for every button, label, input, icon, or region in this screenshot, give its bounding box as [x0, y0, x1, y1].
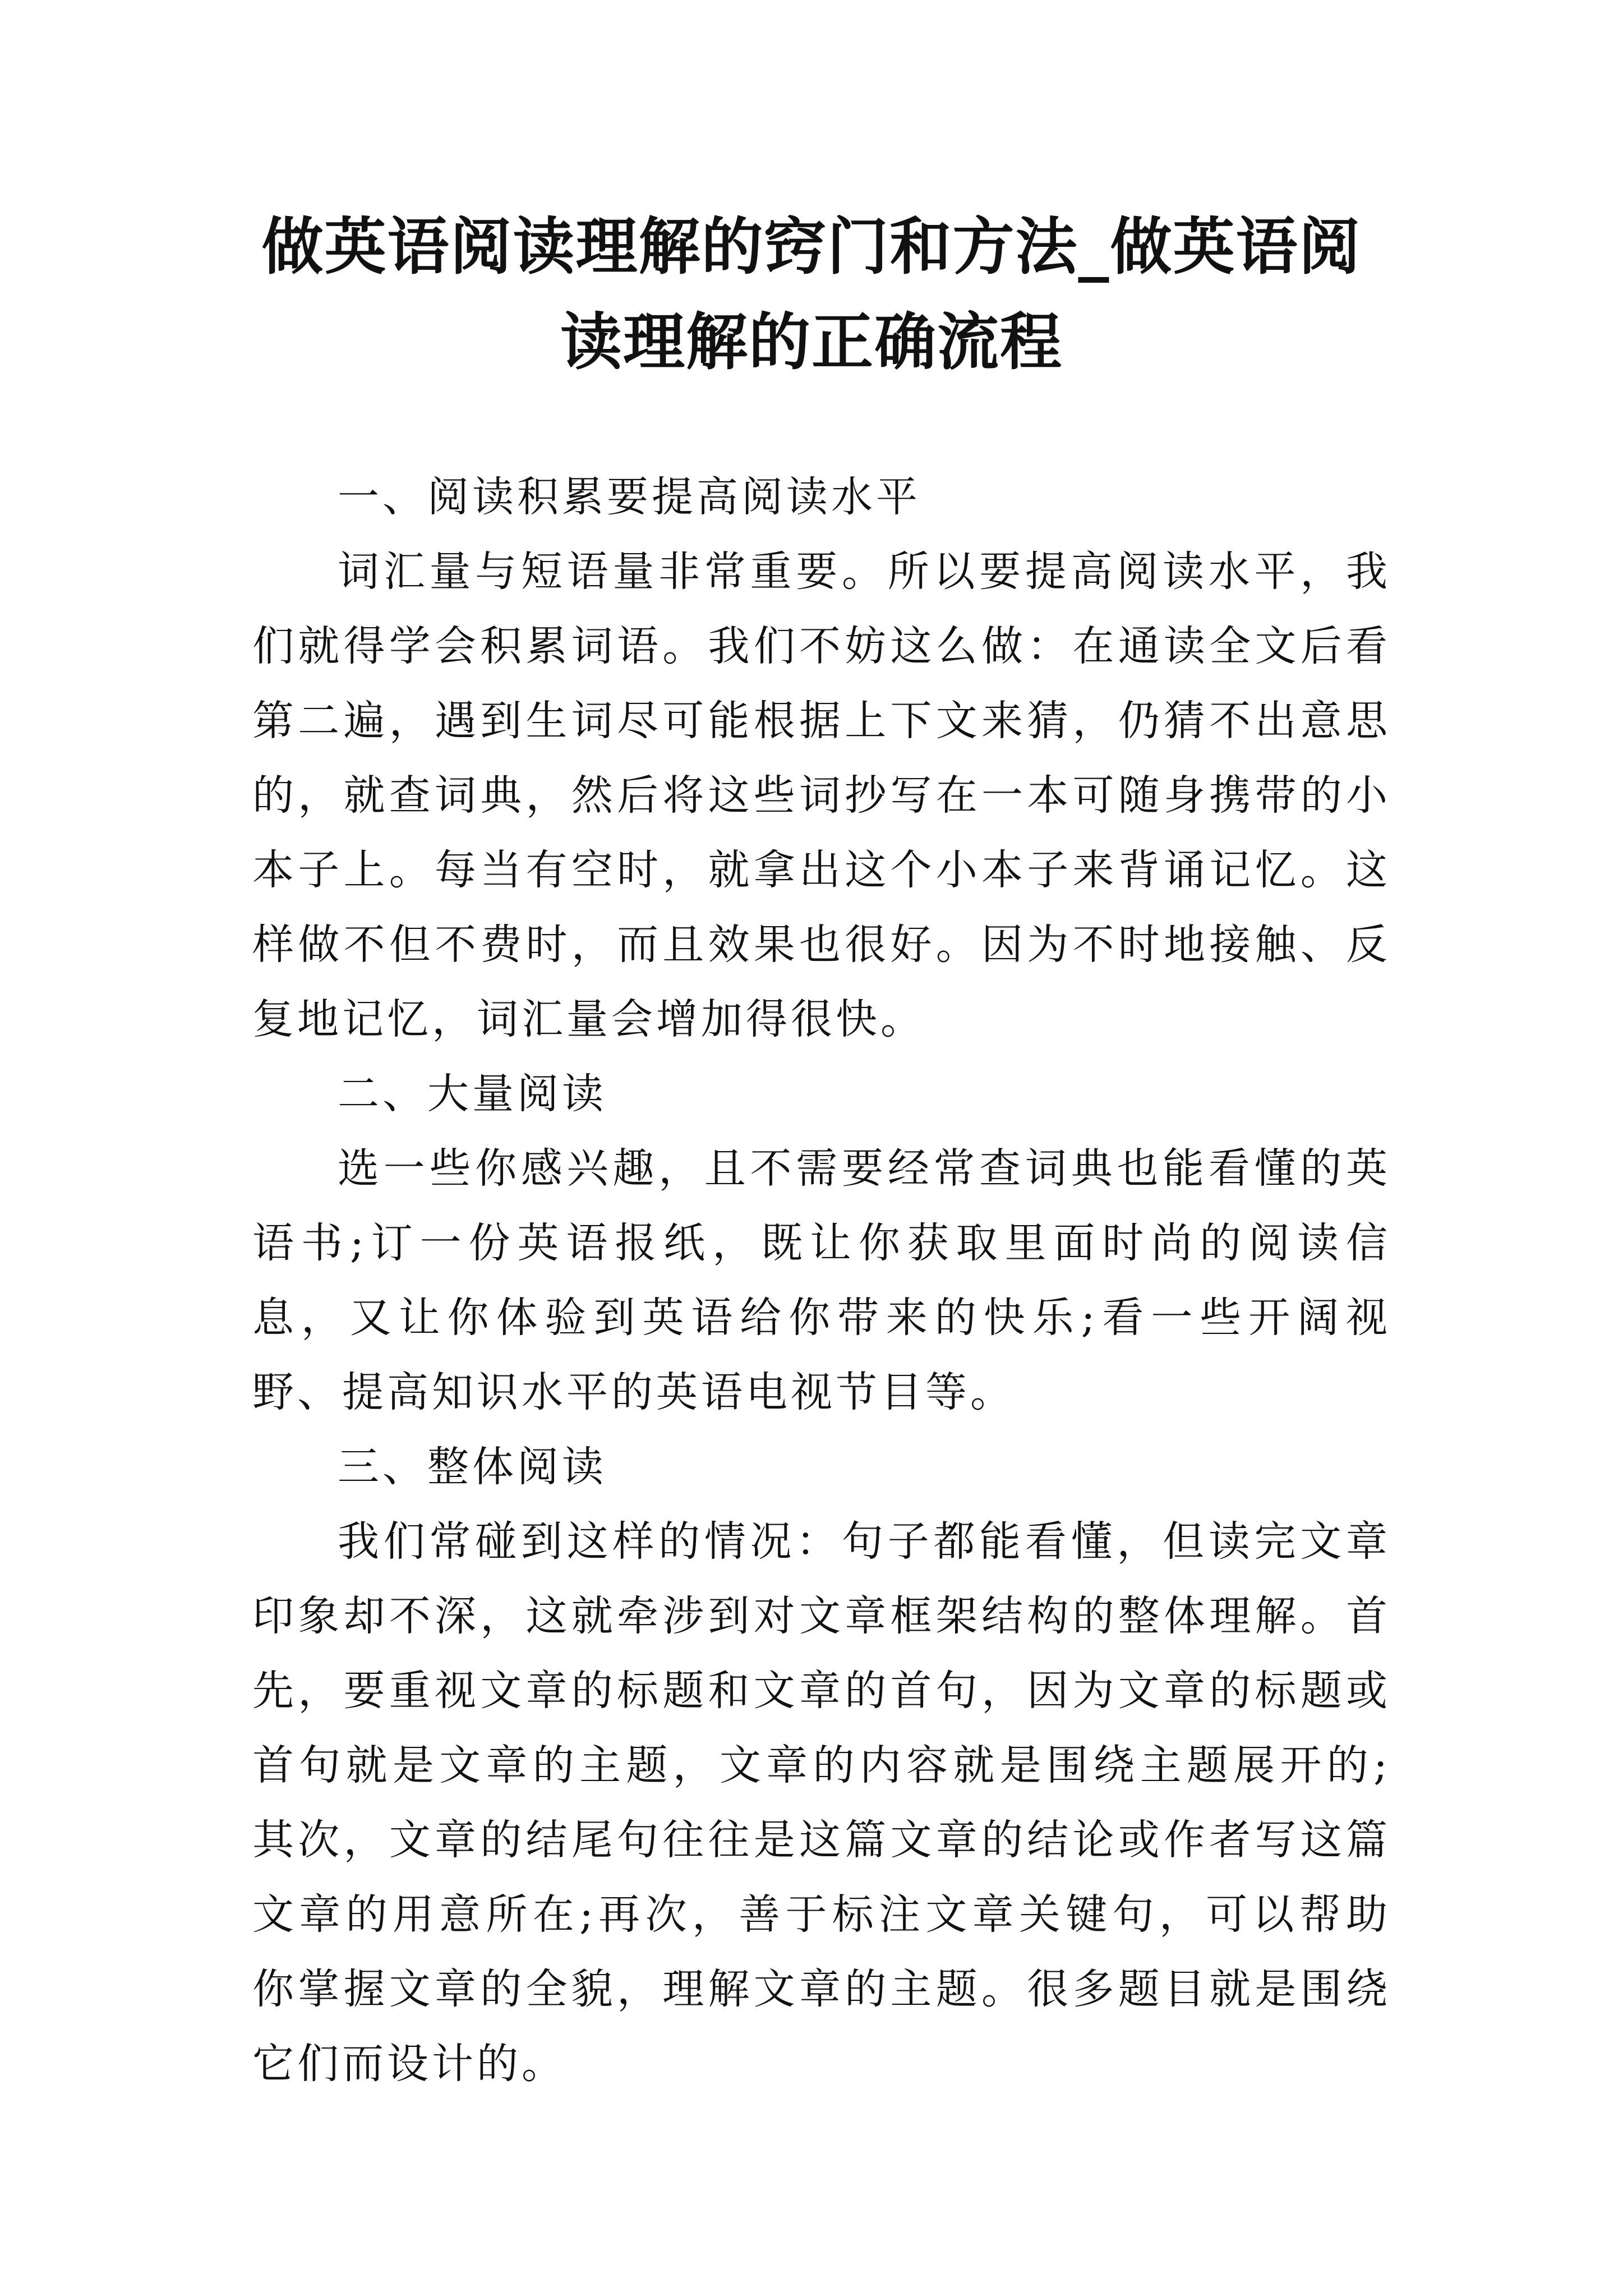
document-body: [252, 460, 1391, 2101]
section-heading-2: 二、大量阅读: [338, 1070, 607, 1118]
paragraph-vocabulary: 词汇量与短语量非常重要。所以要提高阅读水平，我们就得学会积累词语。我们不妨这么做：在通读全文后看第二遍，遇到生词尽可能根据上下文来猜，仍猜不出意思的，就查词典，然后将这些词抄写在一本可随身携带的小本子上。每当有空时，就拿出这个小本子来背诵记忆。这样做不但不费时，而且效果也很好。因为不时地接触、反复地记忆，词汇量会增加得很快。: [252, 547, 1391, 1043]
section-heading-3: 三、整体阅读: [338, 1443, 607, 1491]
section-heading-1: 一、阅读积累要提高阅读水平: [338, 473, 921, 521]
document-title: 做英语阅读理解的窍门和方法_做英语阅读理解的正确流程: [261, 210, 1362, 378]
paragraph-overall-reading: 我们常碰到这样的情况：句子都能看懂，但读完文章印象却不深，这就牵涉到对文章框架结构的整体理解。首先，要重视文章的标题和文章的首句，因为文章的标题或首句就是文章的主题，文章的内容就是围绕主题展开的;其次，文章的结尾句往往是这篇文章的结论或作者写这篇文章的用意所在;再次，善于标注文章关键句，可以帮助你掌握文章的全貌，理解文章的主题。很多题目就是围绕它们而设计的。: [252, 1517, 1391, 2088]
paragraph-extensive-reading: 选一些你感兴趣，且不需要经常查词典也能看懂的英语书;订一份英语报纸，既让你获取里面时尚的阅读信息，又让你体验到英语给你带来的快乐;看一些开阔视野、提高知识水平的英语电视节目等。: [252, 1144, 1391, 1416]
